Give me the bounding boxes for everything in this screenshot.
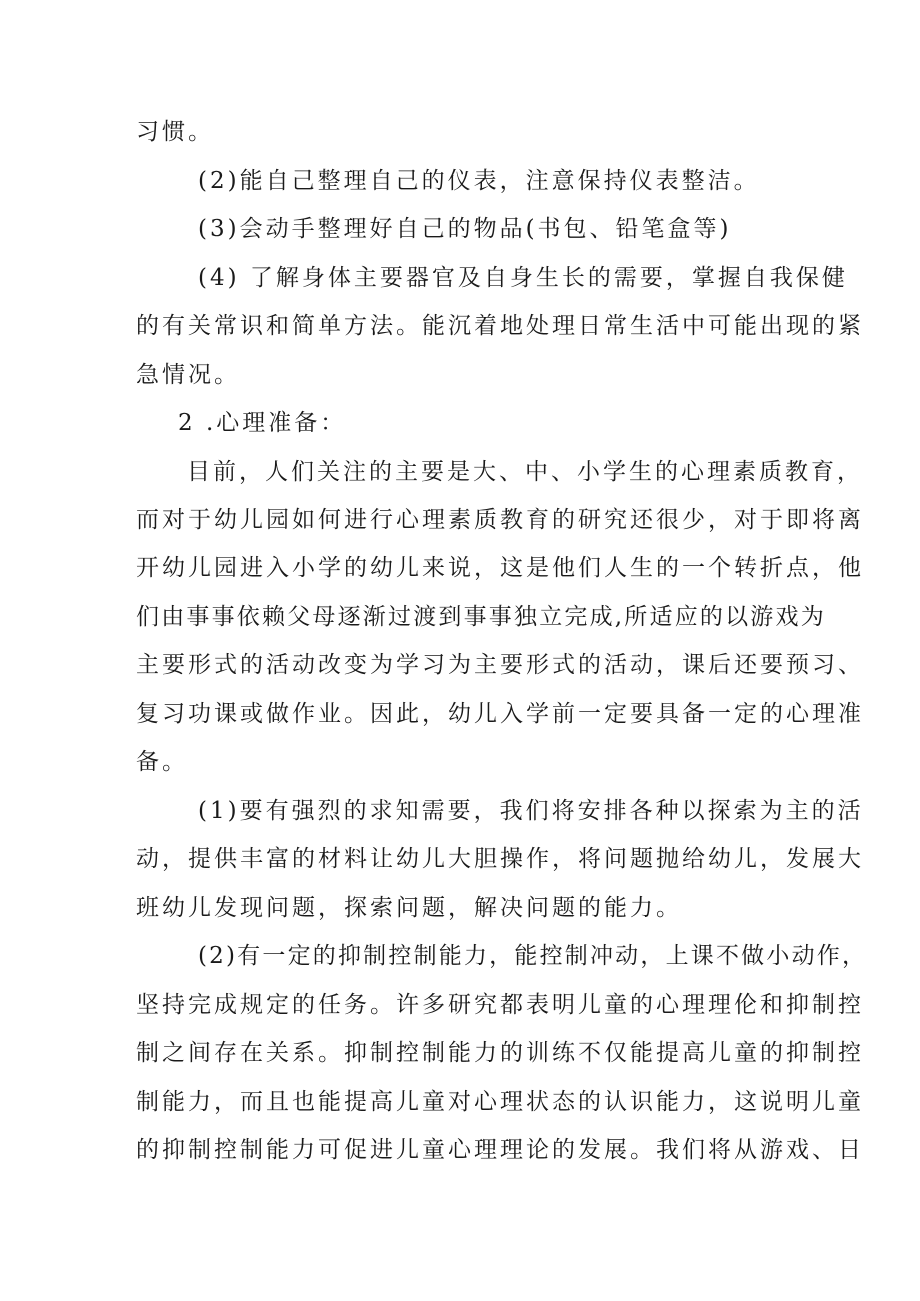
list-item-4: (4) 了解身体主要器官及自身生长的需要，掌握自我保健 <box>198 265 848 291</box>
text-line: 制能力，而且也能提高儿童对心理状态的认识能力，这说明儿童 <box>136 1089 864 1115</box>
text-line: 的有关常识和简单方法。能沉着地处理日常生活中可能出现的紧 <box>136 313 864 339</box>
text-line: 主要形式的活动改变为学习为主要形式的活动，课后还要预习、 <box>136 652 864 678</box>
list-item-3: (3)会动手整理好自己的物品(书包、铅笔盒等) <box>198 216 732 242</box>
text-line: 制之间存在关系。抑制控制能力的训练不仅能提高儿童的抑制控 <box>136 1040 864 1066</box>
list-item-2: (2)有一定的抑制控制能力，能控制冲动，上课不做小动作， <box>198 943 868 969</box>
text-line: 备。 <box>136 749 188 775</box>
text-line: 的抑制控制能力可促进儿童心理理论的发展。我们将从游戏、日 <box>136 1137 864 1163</box>
text-line: 们由事事依赖父母逐渐过渡到事事独立完成,所适应的以游戏为 <box>136 604 826 630</box>
paragraph-start: 目前，人们关注的主要是大、中、小学生的心理素质教育， <box>187 459 863 485</box>
text-line: 而对于幼儿园如何进行心理素质教育的研究还很少，对于即将离 <box>136 507 864 533</box>
text-line: 动，提供丰富的材料让幼儿大胆操作，将问题抛给幼儿，发展大 <box>136 846 864 872</box>
text-line: 开幼儿园进入小学的幼儿来说，这是他们人生的一个转折点，他 <box>136 555 864 581</box>
list-item-2: (2)能自己整理自己的仪表，注意保持仪表整洁。 <box>198 168 760 194</box>
section-heading: 2 .心理准备： <box>178 410 347 436</box>
text-line: 急情况。 <box>136 362 240 388</box>
list-item-1: (1)要有强烈的求知需要，我们将安排各种以探索为主的活 <box>198 798 864 824</box>
text-line: 习惯。 <box>136 119 214 145</box>
text-line: 复习功课或做作业。因此，幼儿入学前一定要具备一定的心理准 <box>136 701 864 727</box>
text-line: 班幼儿发现问题，探索问题，解决问题的能力。 <box>136 895 682 921</box>
text-line: 坚持完成规定的任务。许多研究都表明儿童的心理理伦和抑制控 <box>136 992 864 1018</box>
